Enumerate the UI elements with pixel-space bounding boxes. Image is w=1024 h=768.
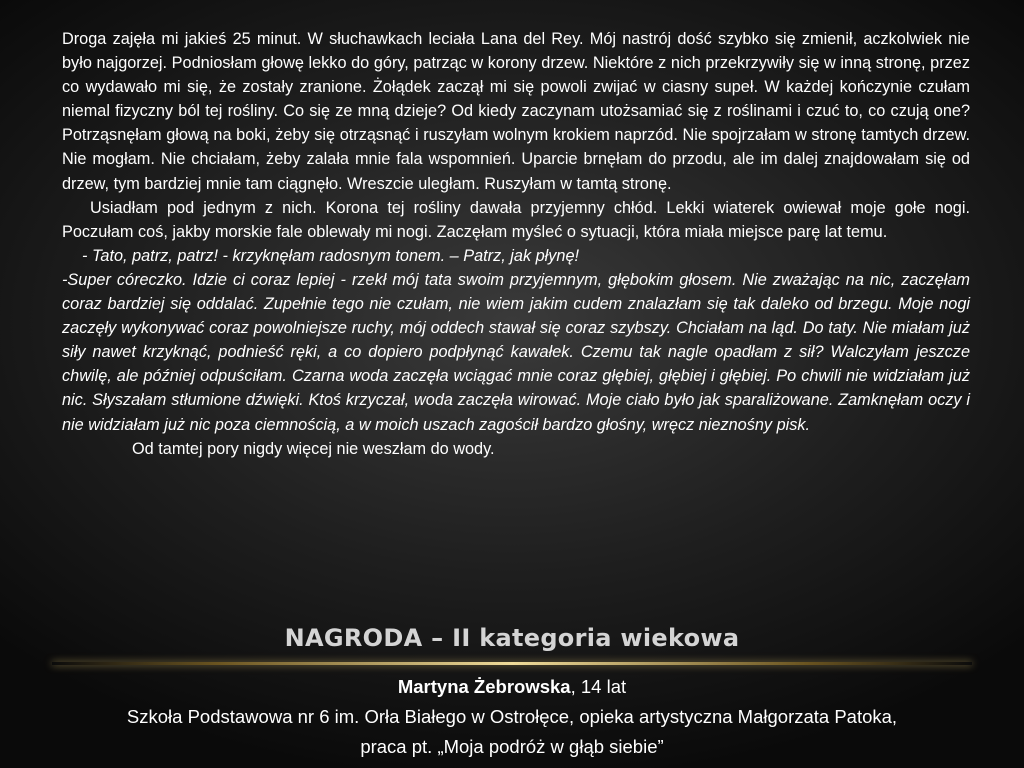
- school-line: Szkoła Podstawowa nr 6 im. Orła Białego w Ostrołęce, opieka artystyczna Małgorzata Patoka,: [126, 706, 898, 727]
- award-title-separator: –: [422, 624, 453, 652]
- story-text-block: [62, 27, 970, 461]
- gold-divider-line: [52, 662, 972, 665]
- award-title: [0, 624, 1024, 652]
- author-age: , 14 lat: [570, 676, 627, 697]
- award-title-category: II kategoria wiekowa: [452, 624, 740, 652]
- story-paragraph-2: Usiadłam pod jednym z nich. Korona tej rośliny dawała przyjemny chłód. Lekki wiaterek owiewał moje gołe nogi. Poczułam coś, jakby morskie fale oblewały mi nogi. Zaczęłam myśleć o sytuacji, która miała miejsce parę lat temu.: [62, 198, 970, 241]
- work-title-line: praca pt. „Moja podróż w głąb siebie”: [360, 736, 664, 757]
- story-paragraph-4: Od tamtej pory nigdy więcej nie weszłam do wody.: [132, 439, 495, 458]
- story-paragraph-3: -Super córeczko. Idzie ci coraz lepiej - rzekł mój tata swoim przyjemnym, głębokim głosem. Nie zważając na nic, zaczęłam coraz bardziej się oddalać. Zupełnie tego nie czułam, nie wiem jakim cudem znalazłam się tak daleko od brzegu. Moje nogi zaczęły wykonywać coraz powolniejsze ruchy, mój oddech stawał się coraz szybszy. Chciałam na ląd. Do taty. Nie miałam już siły nawet krzyknąć, podnieść ręki, a co dopiero podpłynąć kawałek. Czemu tak nagle opadłam z sił? Walczyłam jeszcze chwilę, ale później odpuściłam. Czarna woda zaczęła wciągać mnie coraz głębiej, głębiej i głębiej. Po chwili nie widziałam już nic. Słyszałam stłumione dźwięki. Ktoś krzyczał, woda zaczęła wirować. Moje ciało było jak sparaliżowane. Zamknęłam oczy i nie widziałam już nic poza ciemnością, a w moich uszach zagościł bardzo głośny, wręcz nieznośny pisk.: [62, 270, 970, 434]
- author-name: Martyna Żebrowska: [397, 676, 571, 697]
- author-line: [0, 674, 1024, 700]
- story-dialogue-1: - Tato, patrz, patrz! - krzyknęłam radosnym tonem. – Patrz, jak płynę!: [82, 246, 580, 265]
- award-title-main: NAGRODA: [284, 624, 423, 652]
- story-paragraph-1: Droga zajęła mi jakieś 25 minut. W słuchawkach leciała Lana del Rey. Mój nastrój dość szybko się zmienił, aczkolwiek nie było najgorzej. Podniosłam głowę lekko do góry, patrząc w korony drzew. Niektóre z nich przekrzywiły się w inną stronę, przez co wydawało mi się, że zostały zranione. Żołądek zaczął mi się powoli zwijać w ciasny supeł. W każdej kończynie czułam niemal fizyczny ból tej rośliny. Co się ze mną dzieje? Od kiedy zaczynam utożsamiać się z roślinami i czuć to, co czują one? Potrząsnęłam głową na boki, żeby się otrząsnąć i ruszyłam wolnym krokiem naprzód. Nie spojrzałam w stronę tamtych drzew. Nie mogłam. Nie chciałam, żeby zalała mnie fala wspomnień. Uparcie brnęłam do przodu, ale im dalej znajdowałam się od drzew, tym bardziej mnie tam ciągnęło. Wreszcie uległam. Ruszyłam w tamtą stronę.: [62, 30, 970, 193]
